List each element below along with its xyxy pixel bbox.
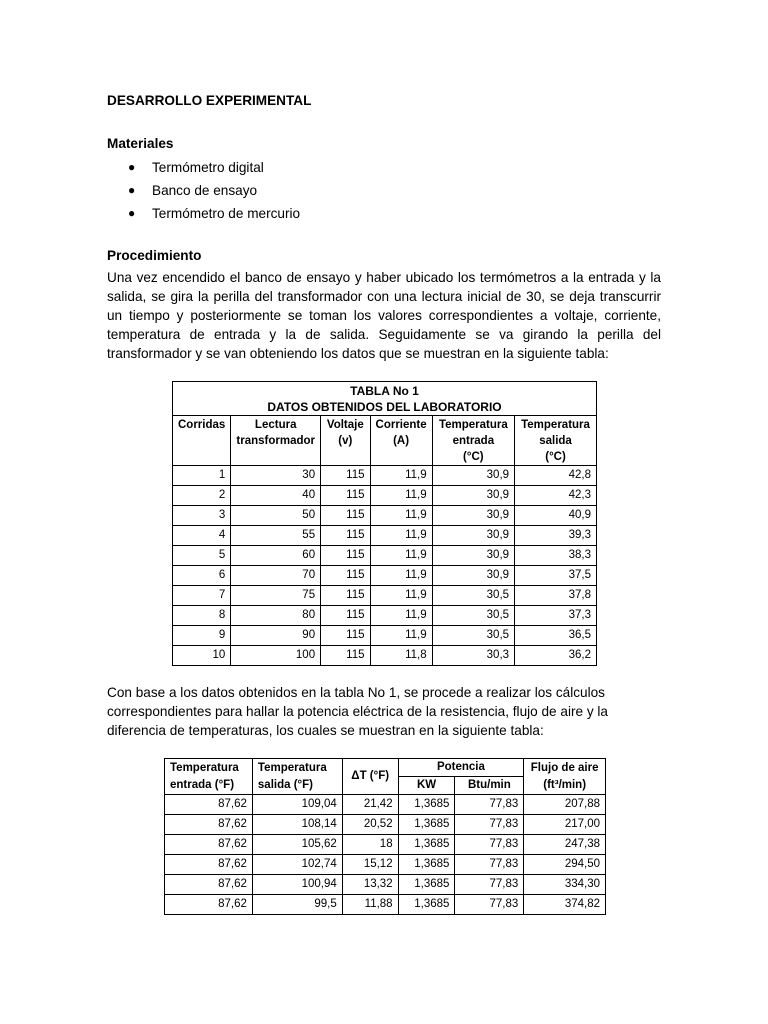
bullet-icon: ● (128, 183, 136, 197)
table-cell: 30 (231, 466, 321, 486)
paragraph-line: un tiempo y posteriormente se toman los valores correspondientes a voltaje, corriente, (107, 308, 661, 323)
table-row (173, 526, 597, 546)
table-cell: 77,83 (455, 795, 524, 815)
table-row (173, 466, 597, 486)
procedure-title: Procedimiento (107, 248, 202, 263)
table-cell: 1,3685 (398, 875, 455, 895)
table-cell: 30,5 (432, 626, 514, 646)
list-item: ● Banco de ensayo (128, 179, 300, 202)
table-cell: 21,42 (342, 795, 398, 815)
table-cell: 87,62 (165, 815, 253, 835)
table-cell: 11,9 (370, 526, 432, 546)
table-cell: 15,12 (342, 855, 398, 875)
table-cell: 8 (173, 606, 231, 626)
table-cell: 87,62 (165, 795, 253, 815)
table-cell: 99,5 (252, 895, 342, 915)
table-row (173, 546, 597, 566)
table-cell: 30,5 (432, 586, 514, 606)
table-cell: 115 (321, 486, 370, 506)
table-cell: 11,88 (342, 895, 398, 915)
table-cell: 80 (231, 606, 321, 626)
table-cell: 11,9 (370, 506, 432, 526)
table-cell: 1,3685 (398, 895, 455, 915)
table-row (165, 795, 606, 815)
table-cell: 334,30 (524, 875, 606, 895)
table-cell: 87,62 (165, 855, 253, 875)
table-cell: 115 (321, 506, 370, 526)
paragraph-line: transformador y se van obteniendo los datos que se muestran en la siguiente tabla: (107, 346, 609, 361)
table-cell: 115 (321, 466, 370, 486)
table-cell: 100 (231, 646, 321, 666)
paragraph-line: Una vez encendido el banco de ensayo y haber ubicado los termómetros a la entrada y la (107, 270, 661, 285)
table-cell: 42,3 (515, 486, 597, 506)
table-row (173, 486, 597, 506)
table-cell: 77,83 (455, 895, 524, 915)
table-cell: 60 (231, 546, 321, 566)
table-cell: 90 (231, 626, 321, 646)
table-cell: 11,8 (370, 646, 432, 666)
table-cell: 115 (321, 606, 370, 626)
list-item: ● Termómetro digital (128, 156, 300, 179)
table-cell: 11,9 (370, 566, 432, 586)
table-cell: 11,9 (370, 546, 432, 566)
column-header: KW (398, 777, 455, 795)
table-cell: 1 (173, 466, 231, 486)
table-cell: 11,9 (370, 586, 432, 606)
table-row (165, 815, 606, 835)
table-cell: 30,9 (432, 566, 514, 586)
table-cell: 11,9 (370, 626, 432, 646)
table-row (165, 895, 606, 915)
column-header: Temperatura entrada (°F) (165, 759, 253, 795)
table-cell: 11,9 (370, 606, 432, 626)
calculation-paragraph (107, 683, 661, 740)
table-row (165, 855, 606, 875)
column-header: Btu/min (455, 777, 524, 795)
table-cell: 115 (321, 586, 370, 606)
column-header: Corridas (173, 416, 231, 466)
table-cell: 5 (173, 546, 231, 566)
table-cell: 115 (321, 546, 370, 566)
section-heading: DESARROLLO EXPERIMENTAL (107, 93, 312, 108)
materials-title: Materiales (107, 136, 174, 151)
bullet-icon: ● (128, 160, 136, 174)
table-row (165, 875, 606, 895)
table-cell: 3 (173, 506, 231, 526)
table-cell: 9 (173, 626, 231, 646)
table-cell: 18 (342, 835, 398, 855)
table-cell: 87,62 (165, 895, 253, 915)
table-cell: 11,9 (370, 486, 432, 506)
column-header: Flujo de aire (ft³/min) (524, 759, 606, 795)
table-row (173, 586, 597, 606)
table-cell: 87,62 (165, 835, 253, 855)
table-cell: 20,52 (342, 815, 398, 835)
paragraph-line: Con base a los datos obtenidos en la tabla No 1, se procede a realizar los cálculos (107, 685, 605, 700)
table-cell: 1,3685 (398, 855, 455, 875)
table-cell: 30,9 (432, 506, 514, 526)
table-cell: 2 (173, 486, 231, 506)
table-cell: 40 (231, 486, 321, 506)
table-cell: 105,62 (252, 835, 342, 855)
table-cell: 37,5 (515, 566, 597, 586)
table-cell: 100,94 (252, 875, 342, 895)
table-cell: 75 (231, 586, 321, 606)
table-cell: 115 (321, 566, 370, 586)
table-cell: 42,8 (515, 466, 597, 486)
table-cell: 37,8 (515, 586, 597, 606)
column-header: Temperatura salida (°C) (515, 416, 597, 466)
paragraph-line: salida, se gira la perilla del transformador con una lectura inicial de 30, se deja transcurrir (107, 289, 661, 304)
paragraph-line: diferencia de temperaturas, los cuales se muestran en la siguiente tabla: (107, 723, 544, 738)
table-cell: 77,83 (455, 835, 524, 855)
table-cell: 1,3685 (398, 795, 455, 815)
table-cell: 87,62 (165, 875, 253, 895)
column-header: Lectura transformador (231, 416, 321, 466)
table-cell: 30,9 (432, 486, 514, 506)
table-row (173, 646, 597, 666)
list-item: ● Termómetro de mercurio (128, 202, 300, 225)
table-cell: 207,88 (524, 795, 606, 815)
table-title: TABLA No 1 (173, 382, 597, 400)
table-cell: 39,3 (515, 526, 597, 546)
table-cell: 30,9 (432, 526, 514, 546)
table-cell: 6 (173, 566, 231, 586)
table-cell: 1,3685 (398, 835, 455, 855)
table-cell: 30,5 (432, 606, 514, 626)
table-cell: 70 (231, 566, 321, 586)
table-cell: 77,83 (455, 815, 524, 835)
table-cell: 4 (173, 526, 231, 546)
table-cell: 30,9 (432, 466, 514, 486)
table-cell: 10 (173, 646, 231, 666)
column-header: Temperatura entrada (°C) (432, 416, 514, 466)
column-header: Voltaje (v) (321, 416, 370, 466)
data-table-1 (172, 381, 597, 666)
table-cell: 115 (321, 646, 370, 666)
table-cell: 38,3 (515, 546, 597, 566)
column-header: Corriente (A) (370, 416, 432, 466)
table-cell: 1,3685 (398, 815, 455, 835)
table-cell: 37,3 (515, 606, 597, 626)
table-cell: 13,32 (342, 875, 398, 895)
paragraph-line: temperatura de entrada y la de salida. Seguidamente se va girando la perilla del (107, 327, 661, 342)
column-header: ΔT (°F) (342, 759, 398, 795)
table-cell: 55 (231, 526, 321, 546)
table-cell: 115 (321, 526, 370, 546)
data-table-2 (164, 758, 606, 915)
table-row (173, 506, 597, 526)
table-row (173, 566, 597, 586)
table-cell: 102,74 (252, 855, 342, 875)
table-cell: 247,38 (524, 835, 606, 855)
procedure-paragraph (107, 268, 661, 363)
table-subtitle: DATOS OBTENIDOS DEL LABORATORIO (173, 399, 597, 416)
column-header: Temperatura salida (°F) (252, 759, 342, 795)
table-cell: 36,5 (515, 626, 597, 646)
table-cell: 115 (321, 626, 370, 646)
table-cell: 11,9 (370, 466, 432, 486)
table-cell: 217,00 (524, 815, 606, 835)
table-row (173, 606, 597, 626)
table-cell: 30,9 (432, 546, 514, 566)
table-cell: 374,82 (524, 895, 606, 915)
table-cell: 7 (173, 586, 231, 606)
table-cell: 294,50 (524, 855, 606, 875)
table-cell: 36,2 (515, 646, 597, 666)
table-cell: 30,3 (432, 646, 514, 666)
table-cell: 50 (231, 506, 321, 526)
paragraph-line: correspondientes para hallar la potencia eléctrica de la resistencia, flujo de aire y la (107, 704, 608, 719)
table-cell: 108,14 (252, 815, 342, 835)
column-group-header: Potencia (398, 759, 524, 777)
table-row (173, 626, 597, 646)
table-cell: 40,9 (515, 506, 597, 526)
table-cell: 109,04 (252, 795, 342, 815)
table-cell: 77,83 (455, 875, 524, 895)
bullet-icon: ● (128, 206, 136, 220)
table-cell: 77,83 (455, 855, 524, 875)
table-row (165, 835, 606, 855)
materials-list (128, 156, 300, 225)
